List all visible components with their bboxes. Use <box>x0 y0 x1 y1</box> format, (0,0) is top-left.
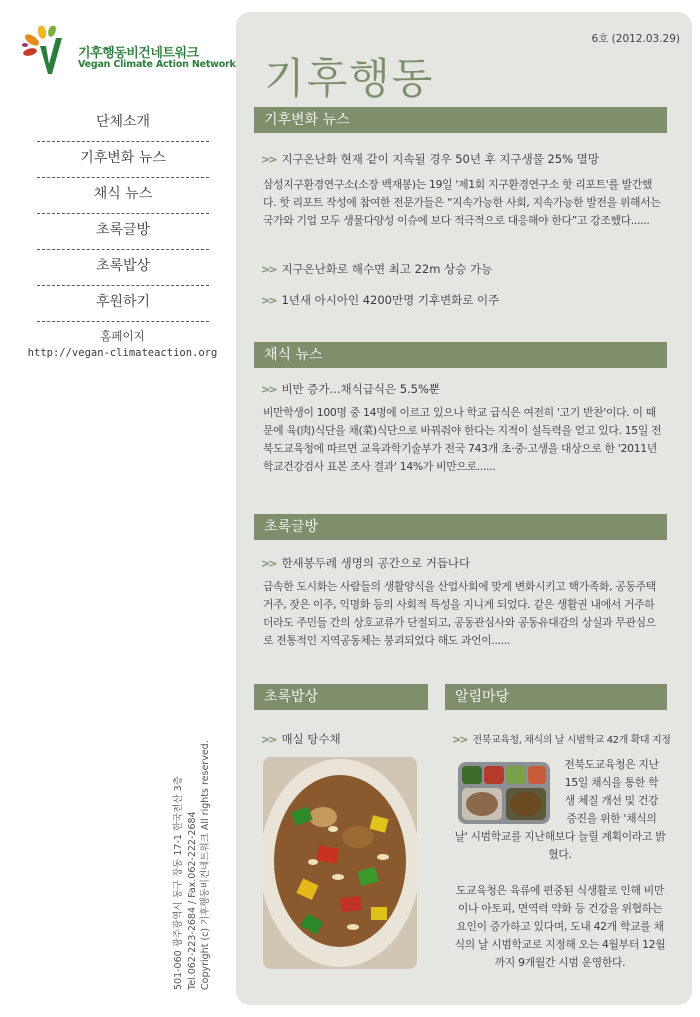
notice-body-side <box>554 756 669 828</box>
veg-body: 비만학생이 100명 중 14명에 이르고 있으나 학교 급식은 여전히 '고기 반찬'이다. 이 때문에 육(肉)식단을 채(菜)식단으로 바꿔줘야 한다는 지적이 설득력을 얻고 있다. 15일 전북도교육청에 따르면 교육과학기술부가 전국 743개 초·중·고생을 대상으로 한 '2011년 학교건강검사 표본 조사 결과' 14%가 비만으로...... <box>263 406 662 473</box>
section-header-veg-news: 채식 뉴스 <box>254 342 667 368</box>
nav-item-climate-news[interactable]: 기후변화 뉴스 <box>37 142 209 178</box>
notice-body-line-1: 전북도교육청은 지난 <box>564 758 659 771</box>
footer-contact: Tel.062-223-2684 / Fax.062-222-2684 <box>186 811 198 990</box>
arrow-bullet-icon: >> <box>261 557 276 570</box>
section-header-notice: 알림마당 <box>445 684 667 710</box>
logo-leaf-icon <box>22 26 74 76</box>
climate-headline-1-text: 지구온난화 현재 같이 지속될 경우 50년 후 지구생물 25% 멸망 <box>281 152 599 166</box>
recipe-photo <box>263 757 417 969</box>
arrow-bullet-icon: >> <box>452 733 467 746</box>
issue-number: 6호 (2012.03.29) <box>591 33 680 45</box>
page-title: 기후행동 <box>264 54 435 103</box>
climate-headline-3-text: 1년새 아시아인 4200만명 기후변화로 이주 <box>281 293 500 307</box>
homepage-block <box>0 328 245 362</box>
notice-body-2: 도교육청은 육류에 편중된 식생활로 인해 비만이나 아토피, 면역력 약화 등 건강을 위협하는 요인이 증가하고 있다며, 도내 42개 학교를 채식의 날 시범학교로 지정해 오는 4월부터 12월까지 9개월간 시범 운영한다. <box>454 884 666 969</box>
arrow-bullet-icon: >> <box>261 153 276 166</box>
climate-headline-2-text: 지구온난화로 해수면 최고 22m 상승 가능 <box>281 262 493 276</box>
writing-headline-text: 한새봉두레 생명의 공간으로 거듭나다 <box>281 556 471 570</box>
notice-headline[interactable] <box>452 731 671 746</box>
veg-headline[interactable] <box>261 381 440 397</box>
recipe-headline[interactable] <box>261 731 341 747</box>
notice-body-line-4: 증진을 위한 '채식의 <box>566 812 657 825</box>
section-header-climate-news: 기후변화 뉴스 <box>254 107 667 133</box>
climate-headline-2[interactable] <box>261 261 492 277</box>
homepage-label: 홈페이지 <box>100 329 145 343</box>
section-header-green-table: 초록밥상 <box>254 684 428 710</box>
arrow-bullet-icon: >> <box>261 733 276 746</box>
logo-name-ko: 기후행동비건네트워크 <box>78 46 199 61</box>
climate-headline-1[interactable] <box>261 151 599 167</box>
arrow-bullet-icon: >> <box>261 263 276 276</box>
arrow-bullet-icon: >> <box>261 294 276 307</box>
logo[interactable] <box>22 26 236 76</box>
writing-headline[interactable] <box>261 555 470 571</box>
nav-item-about[interactable]: 단체소개 <box>37 106 209 142</box>
nav-item-green-writing[interactable]: 초록글방 <box>37 214 209 250</box>
sidebar <box>0 0 235 1017</box>
notice-headline-text: 전북교육청, 채식의 날 시범학교 42개 확대 지정 <box>472 735 671 746</box>
main-nav <box>37 106 209 322</box>
footer-address: 501-060 광주광역시 동구 장동 17-1 한국전산 3층 <box>173 776 184 990</box>
veg-headline-text: 비만 증가...채식급식은 5.5%뿐 <box>281 382 441 396</box>
writing-body: 급속한 도시화는 사람들의 생활양식을 산업사회에 맞게 변화시키고 핵가족화, 공동주택거주, 잦은 이주, 익명화 등의 사회적 특성을 지니게 되었다. 같은 생활권 내에서 거주하더라도 주민들 간의 상호교류가 단절되고, 공동관심사와 공동유대감의 상실과 무관심으로 전통적인 지역공동체는 붕괴되었다 해도 과언이...... <box>263 580 656 647</box>
climate-headline-3[interactable] <box>261 292 499 308</box>
footer-copyright: Copyright (c) 기후행동비건네트워크 All rights reserved. <box>200 740 211 990</box>
notice-body-rest: 날' 시범학교를 지난해보다 늘릴 계획이라고 밝혔다. <box>454 830 666 861</box>
climate-body: 삼성지구환경연구소(소장 백재봉)는 19일 '제1회 지구환경연구소 핫 리포트'를 발간했다. 핫 리포트 작성에 참여한 전문가들은 “지속가능한 사회, 지속가능한 발전을 위해서는 국가와 기업 모두 생물다양성 이슈에 보다 적극적으로 대응해야 한다”고 강조했다...... <box>263 178 661 227</box>
footer-info <box>172 700 213 990</box>
notice-body-line-2: 15일 채식을 통한 학 <box>564 776 659 789</box>
nav-item-green-table[interactable]: 초록밥상 <box>37 250 209 286</box>
logo-name-en: Vegan Climate Action Network <box>78 59 236 70</box>
nav-item-veg-news[interactable]: 채식 뉴스 <box>37 178 209 214</box>
notice-body-line-3: 생 체질 개선 및 건강 <box>564 794 659 807</box>
content-panel <box>236 12 692 1005</box>
homepage-link[interactable]: http://vegan-climateaction.org <box>27 347 218 359</box>
recipe-headline-text: 매실 탕수채 <box>281 732 341 746</box>
school-meal-photo <box>456 758 552 828</box>
nav-item-donate[interactable]: 후원하기 <box>37 286 209 322</box>
arrow-bullet-icon: >> <box>261 383 276 396</box>
section-header-green-writing: 초록글방 <box>254 514 667 540</box>
